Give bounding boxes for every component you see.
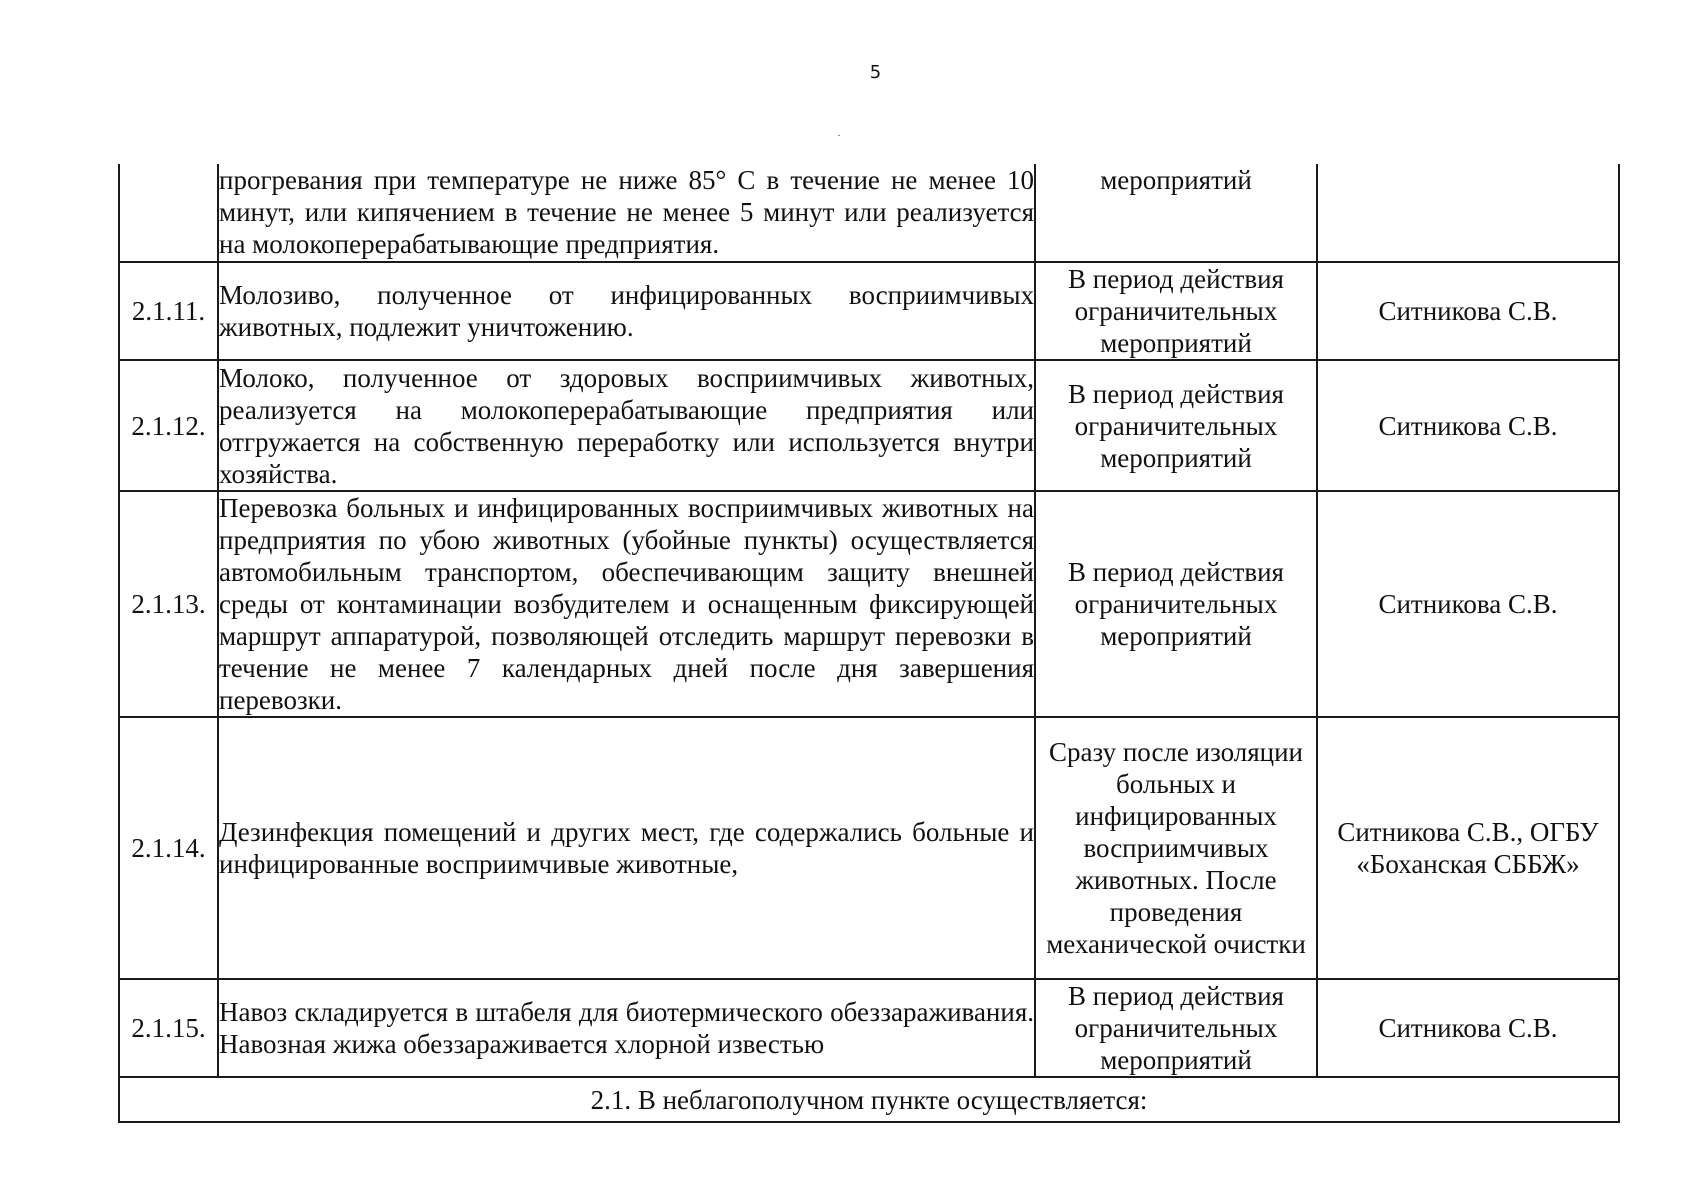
- table-row: [119, 717, 1619, 979]
- row-measure-text: прогревания при температуре не ниже 85° С в течение не менее 10 минут, или кипячением в течение не менее 5 минут или реализуется на молокоперерабатывающие предприятия.: [218, 164, 1035, 262]
- row-term: мероприятий: [1035, 164, 1317, 262]
- row-number: 2.1.13.: [119, 491, 218, 717]
- table-row: [119, 491, 1619, 717]
- row-responsible: Ситникова С.В.: [1317, 262, 1619, 360]
- row-responsible: Ситникова С.В.: [1317, 360, 1619, 491]
- row-measure-text: Молозиво, полученное от инфицированных восприимчивых животных, подлежит уничтожению.: [218, 262, 1035, 360]
- row-responsible: Ситникова С.В.: [1317, 491, 1619, 717]
- scan-speck: [838, 135, 840, 136]
- row-responsible: Ситникова С.В., ОГБУ «Боханская СББЖ»: [1317, 717, 1619, 979]
- section-row: [119, 1077, 1619, 1122]
- table-row: [119, 262, 1619, 360]
- section-heading-text: 2.1. В неблагополучном пункте осуществляется:: [590, 1084, 1148, 1115]
- table-row: [119, 360, 1619, 491]
- row-responsible: Ситникова С.В.: [1317, 979, 1619, 1077]
- row-term: В период действия ограничительных мероприятий: [1035, 262, 1317, 360]
- row-number: 2.1.11.: [119, 262, 218, 360]
- page-number: 5: [869, 62, 882, 83]
- row-term: В период действия ограничительных мероприятий: [1035, 491, 1317, 717]
- row-number: [119, 164, 218, 262]
- table-row: [119, 979, 1619, 1077]
- row-measure-text: Перевозка больных и инфицированных восприимчивых животных на предприятия по убою животных (убойные пункты) осуществляется автомобильным транспортом, обеспечивающим защиту внешней среды от контаминации возбудителем и оснащенным фиксирующей маршрут аппаратурой, позволяющей отследить маршрут перевозки в течение не менее 7 календарных дней после дня завершения перевозки.: [219, 493, 1034, 715]
- row-measure-text: Дезинфекция помещений и других мест, где содержались больные и инфицированные восприимчивые животные,: [218, 717, 1035, 979]
- row-number: 2.1.14.: [119, 717, 218, 979]
- row-responsible: [1317, 164, 1619, 262]
- section-heading: [119, 1077, 1619, 1122]
- row-measure-text: Молоко, полученное от здоровых восприимчивых животных, реализуется на молокоперерабатывающие предприятия или отгружается на собственную переработку или используется внутри хозяйства.: [218, 360, 1035, 491]
- row-number: 2.1.15.: [119, 979, 218, 1077]
- row-term: Сразу после изоляции больных и инфицированных восприимчивых животных. После проведения механической очистки: [1035, 717, 1317, 979]
- table-row: [119, 164, 1619, 262]
- measures-table: [118, 164, 1620, 1123]
- row-term: В период действия ограничительных мероприятий: [1035, 979, 1317, 1077]
- row-measure-text: Навоз складируется в штабеля для биотермического обеззараживания. Навозная жижа обеззараживается хлорной известью: [218, 979, 1035, 1077]
- row-number: 2.1.12.: [119, 360, 218, 491]
- row-term: В период действия ограничительных мероприятий: [1035, 360, 1317, 491]
